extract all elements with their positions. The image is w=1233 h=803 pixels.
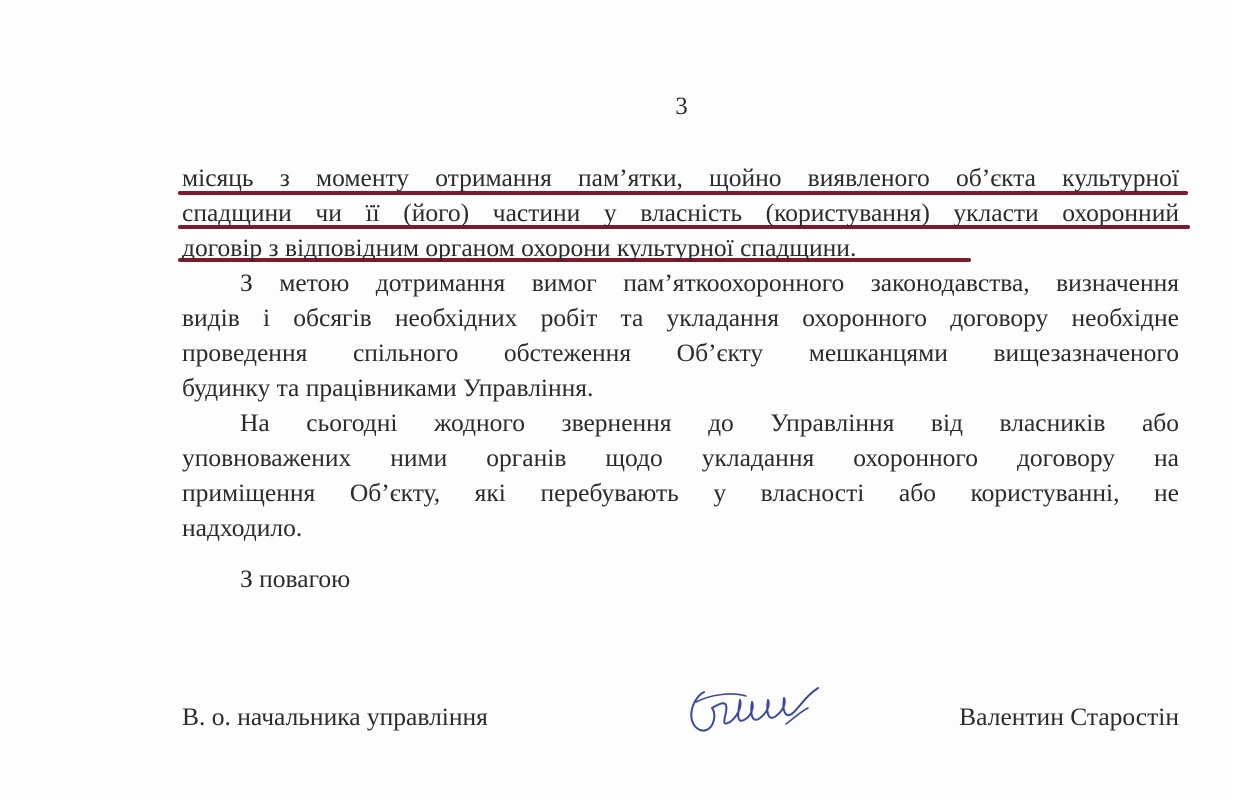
paragraph-line: З метою дотримання вимог пам’яткоохоронного законодавства, визначення: [240, 268, 1179, 297]
closing-phrase: З повагою: [240, 564, 351, 593]
paragraph-line: будинку та працівниками Управління.: [182, 373, 594, 402]
paragraph-line: уповноважених ними органів щодо укладання охоронного договору на: [182, 443, 1179, 472]
paragraph-line: проведення спільного обстеження Об’єкту мешканцями вищезазначеного: [182, 338, 1179, 367]
highlighted-line: місяць з моменту отримання пам’ятки, щойно виявленого об’єкта культурної: [182, 163, 1179, 192]
paragraph-line: надходило.: [182, 513, 303, 542]
paragraph-line: видів і обсягів необхідних робіт та укладання охоронного договору необхідне: [182, 303, 1179, 332]
letter-body: [182, 160, 1179, 545]
signature-block: [182, 694, 1179, 744]
signatory-title: В. о. начальника управління: [182, 702, 488, 731]
signatory-name: Валентин Старостін: [959, 702, 1179, 731]
paragraph-line: На сьогодні жодного звернення до Управління від власників або: [240, 408, 1179, 437]
highlighted-line: спадщини чи її (його) частини у власність (користування) укласти охоронний: [182, 198, 1179, 227]
highlighted-line: договір з відповідним органом охорони культурної спадщини.: [182, 233, 857, 262]
page-number: 3: [675, 93, 688, 120]
paragraph-line: приміщення Об’єкту, які перебувають у власності або користуванні, не: [182, 478, 1179, 507]
handwritten-signature-icon: [682, 672, 842, 742]
